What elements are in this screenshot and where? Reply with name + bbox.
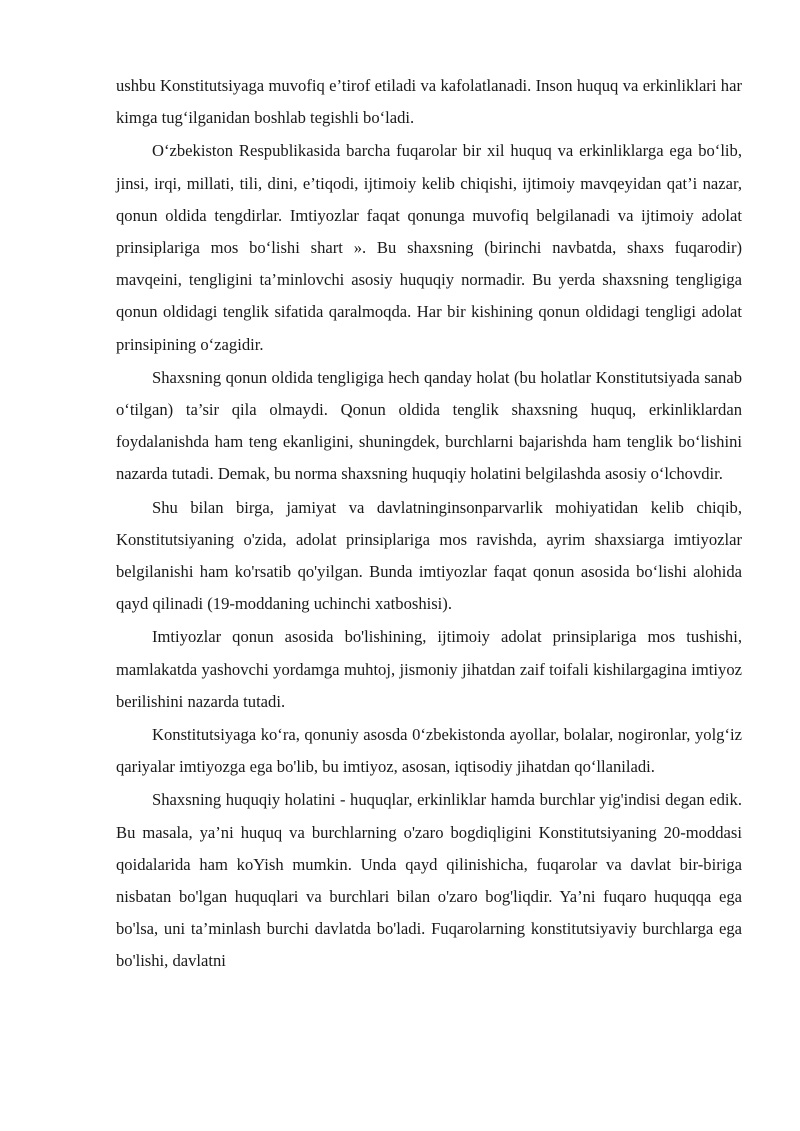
paragraph-6: Konstitutsiyaga ko‘ra, qonuniy asosda 0‘zbekistonda ayollar, bolalar, nogironlar, yolg‘iz qariyalar imtiyozga ega bo'lib, bu imtiyoz, asosan, iqtisodiy jihatdan qo‘llaniladi. — [116, 725, 742, 777]
paragraph-7: Shaxsning huquqiy holatini - huquqlar, erkinliklar hamda burchlar yig'indisi degan edik. Bu masala, ya’ni huquq va burchlarning o'zaro bogdiqligini Konstitutsiyaning 20-moddasi qoidalarida ham koYish mumkin. Unda qayd qilinishicha, fuqarolar va davlat bir-biriga nisbatan bo'lgan huquqlari va burchlari bilan o'zaro bog'liqdir. Ya’ni fuqaro huquqqa ega bo'lsa, uni ta’minlash burchi davlatda bo'ladi. Fuqarolarning konstitutsiyaviy burchlarga ega bo'lishi, davlatni — [116, 790, 742, 971]
paragraph-2: O‘zbekiston Respublikasida barcha fuqarolar bir xil huquq va erkinliklarga ega bo‘lib, jinsi, irqi, millati, tili, dini, e’tiqodi, ijtimoiy kelib chiqishi, ijtimoiy mavqeyidan qat’i nazar, qonun oldida tengdirlar. Imtiyozlar faqat qonunga muvofiq belgilanadi va ijtimoiy adolat prinsiplariga mos bo‘lishi shart ». Bu shaxsning (birinchi navbatda, shaxs fuqarodir) mavqeini, tengligini ta’minlovchi asosiy huquqiy normadir. Bu yerda shaxsning tengligiga qonun oldidagi tenglik sifatida qaralmoqda. Har bir kishining qonun oldidagi tengligi adolat prinsipining o‘zagidir. — [116, 141, 742, 354]
paragraph-1: ushbu Konstitutsiyaga muvofiq e’tirof etiladi va kafolatlanadi. Inson huquq va erkinliklari har kimga tug‘ilganidan boshlab tegishli bo‘ladi. — [116, 76, 742, 128]
paragraph-5: Imtiyozlar qonun asosida bo'lishining, ijtimoiy adolat prinsiplariga mos tushishi, mamlakatda yashovchi yordamga muhtoj, jismoniy jihatdan zaif toifali kishilargagina imtiyoz berilishini nazarda tutadi. — [116, 627, 742, 711]
paragraph-3: Shaxsning qonun oldida tengligiga hech qanday holat (bu holatlar Konstitutsiyada sanab o‘tilgan) ta’sir qila olmaydi. Qonun oldida tenglik shaxsning huquq, erkinliklardan foydalanishda ham teng ekanligini, shuningdek, burchlarni bajarishda ham tenglik bo‘lishini nazarda tutadi. Demak, bu norma shaxsning huquqiy holatini belgilashda asosiy o‘lchovdir. — [116, 367, 742, 484]
paragraph-4: Shu bilan birga, jamiyat va davlatninginsonparvarlik mohiyatidan kelib chiqib, Konstitutsiyaning o'zida, adolat prinsiplariga mos ravishda, ayrim shaxsiarga imtiyozlar belgilanishi ham ko'rsatib qo'yilgan. Bunda imtiyozlar faqat qonun asosida bo‘lishi alohida qayd qilinadi (19-moddaning uchinchi xatboshisi). — [116, 497, 742, 614]
document-body — [116, 70, 742, 979]
